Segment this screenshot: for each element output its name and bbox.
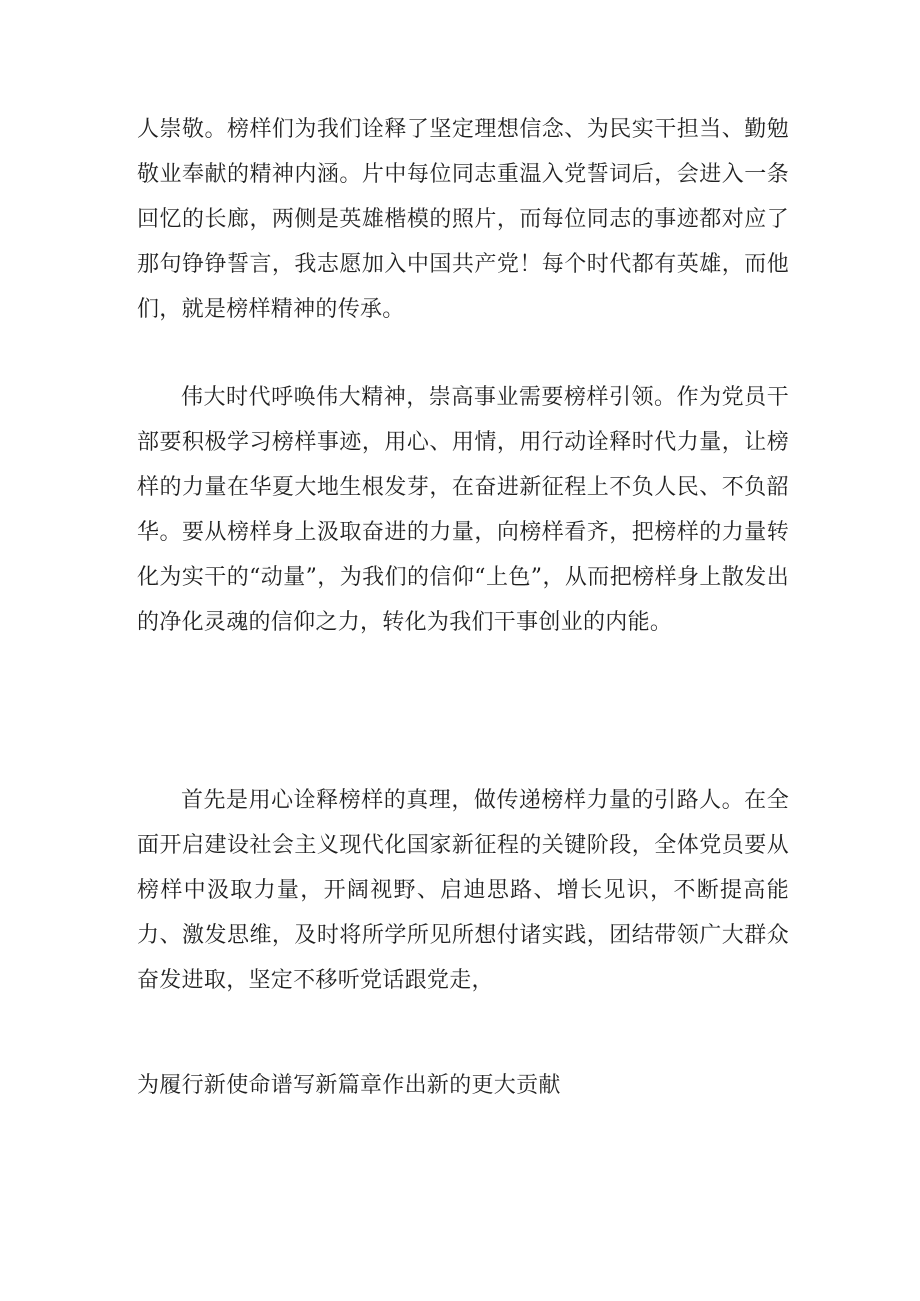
paragraph-continuation: 人崇敬。榜样们为我们诠释了坚定理想信念、为民实干担当、勤勉敬业奉献的精神内涵。片中每位同志重温入党誓词后，会进入一条回忆的长廊，两侧是英雄楷模的照片，而每位同志的事迹都对应了那句铮铮誓言，我志愿加入中国共产党！每个时代都有英雄，而他们，就是榜样精神的传承。	[137, 117, 789, 322]
paragraph-great-era: 伟大时代呼唤伟大精神，崇高事业需要榜样引领。作为党员干部要积极学习榜样事迹，用心、用情，用行动诠释时代力量，让榜样的力量在华夏大地生根发芽，在奋进新征程上不负人民、不负韶华。要从榜样身上汲取奋进的力量，向榜样看齐，把榜样的力量转化为实干的“动量”，为我们的信仰“上色”，从而把榜样身上散发出的净化灵魂的信仰之力，转化为我们干事创业的内能。	[137, 385, 789, 635]
paragraph-closing-line: 为履行新使命谱写新篇章作出新的更大贡献	[137, 1073, 561, 1098]
paragraph-first-point: 首先是用心诠释榜样的真理，做传递榜样力量的引路人。在全面开启建设社会主义现代化国家新征程的关键阶段，全体党员要从榜样中汲取力量，开阔视野、启迪思路、增长见识，不断提高能力、激发思维，及时将所学所见所想付诸实践，团结带领广大群众奋发进取，坚定不移听党话跟党走，	[137, 788, 789, 993]
